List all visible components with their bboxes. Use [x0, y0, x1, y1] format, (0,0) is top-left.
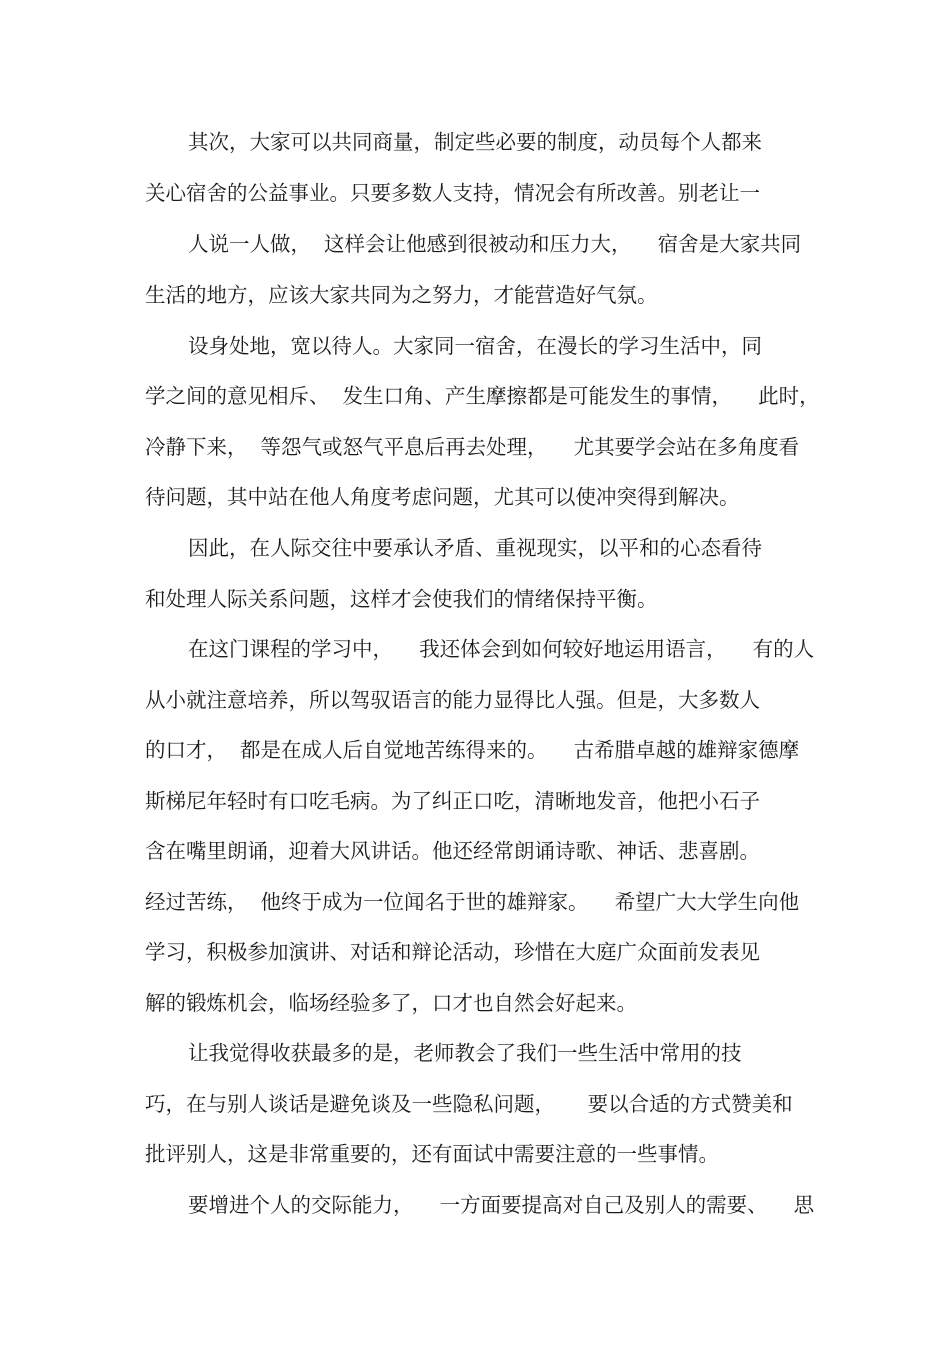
text-line: 经过苦练， 他终于成为一位闻名于世的雄辩家。 希望广大大学生向他	[145, 890, 800, 914]
text-line: 让我觉得收获最多的是，老师教会了我们一些生活中常用的技	[188, 1041, 742, 1065]
text-line: 从小就注意培养，所以驾驭语言的能力显得比人强。但是，大多数人	[145, 688, 760, 712]
text-line: 学习，积极参加演讲、对话和辩论活动，珍惜在大庭广众面前发表见	[145, 940, 760, 964]
text-line: 和处理人际关系问题，这样才会使我们的情绪保持平衡。	[145, 587, 658, 611]
text-line: 其次，大家可以共同商量，制定些必要的制度，动员每个人都来	[188, 130, 762, 154]
text-line: 人说一人做， 这样会让他感到很被动和压力大， 宿舍是大家共同	[188, 232, 802, 256]
text-line: 学之间的意见相斥、 发生口角、产生摩擦都是可能发生的事情， 此时，	[145, 384, 820, 408]
text-line: 在这门课程的学习中， 我还体会到如何较好地运用语言， 有的人	[188, 637, 815, 661]
text-line: 的口才， 都是在成人后自觉地苦练得来的。 古希腊卓越的雄辩家德摩	[145, 738, 800, 762]
text-line: 批评别人，这是非常重要的，还有面试中需要注意的一些事情。	[145, 1142, 719, 1166]
text-line: 解的锻炼机会，临场经验多了，口才也自然会好起来。	[145, 991, 637, 1015]
text-line: 因此，在人际交往中要承认矛盾、重视现实，以平和的心态看待	[188, 536, 762, 560]
text-line: 生活的地方，应该大家共同为之努力，才能营造好气氛。	[145, 283, 658, 307]
text-line: 斯梯尼年轻时有口吃毛病。为了纠正口吃，清晰地发音，他把小石子	[145, 789, 760, 813]
text-line: 设身处地，宽以待人。大家同一宿舍，在漫长的学习生活中，同	[188, 334, 762, 358]
text-line: 待问题，其中站在他人角度考虑问题，尤其可以使冲突得到解决。	[145, 485, 740, 509]
text-line: 含在嘴里朗诵，迎着大风讲话。他还经常朗诵诗歌、神话、悲喜剧。	[145, 839, 760, 863]
text-line: 要增进个人的交际能力， 一方面要提高对自己及别人的需要、 思	[188, 1193, 815, 1217]
text-line: 冷静下来， 等怨气或怒气平息后再去处理， 尤其要学会站在多角度看	[145, 435, 800, 459]
text-line: 关心宿舍的公益事业。只要多数人支持，情况会有所改善。别老让一	[145, 181, 760, 205]
text-line: 巧，在与别人谈话是避免谈及一些隐私问题， 要以合适的方式赞美和	[145, 1092, 793, 1116]
